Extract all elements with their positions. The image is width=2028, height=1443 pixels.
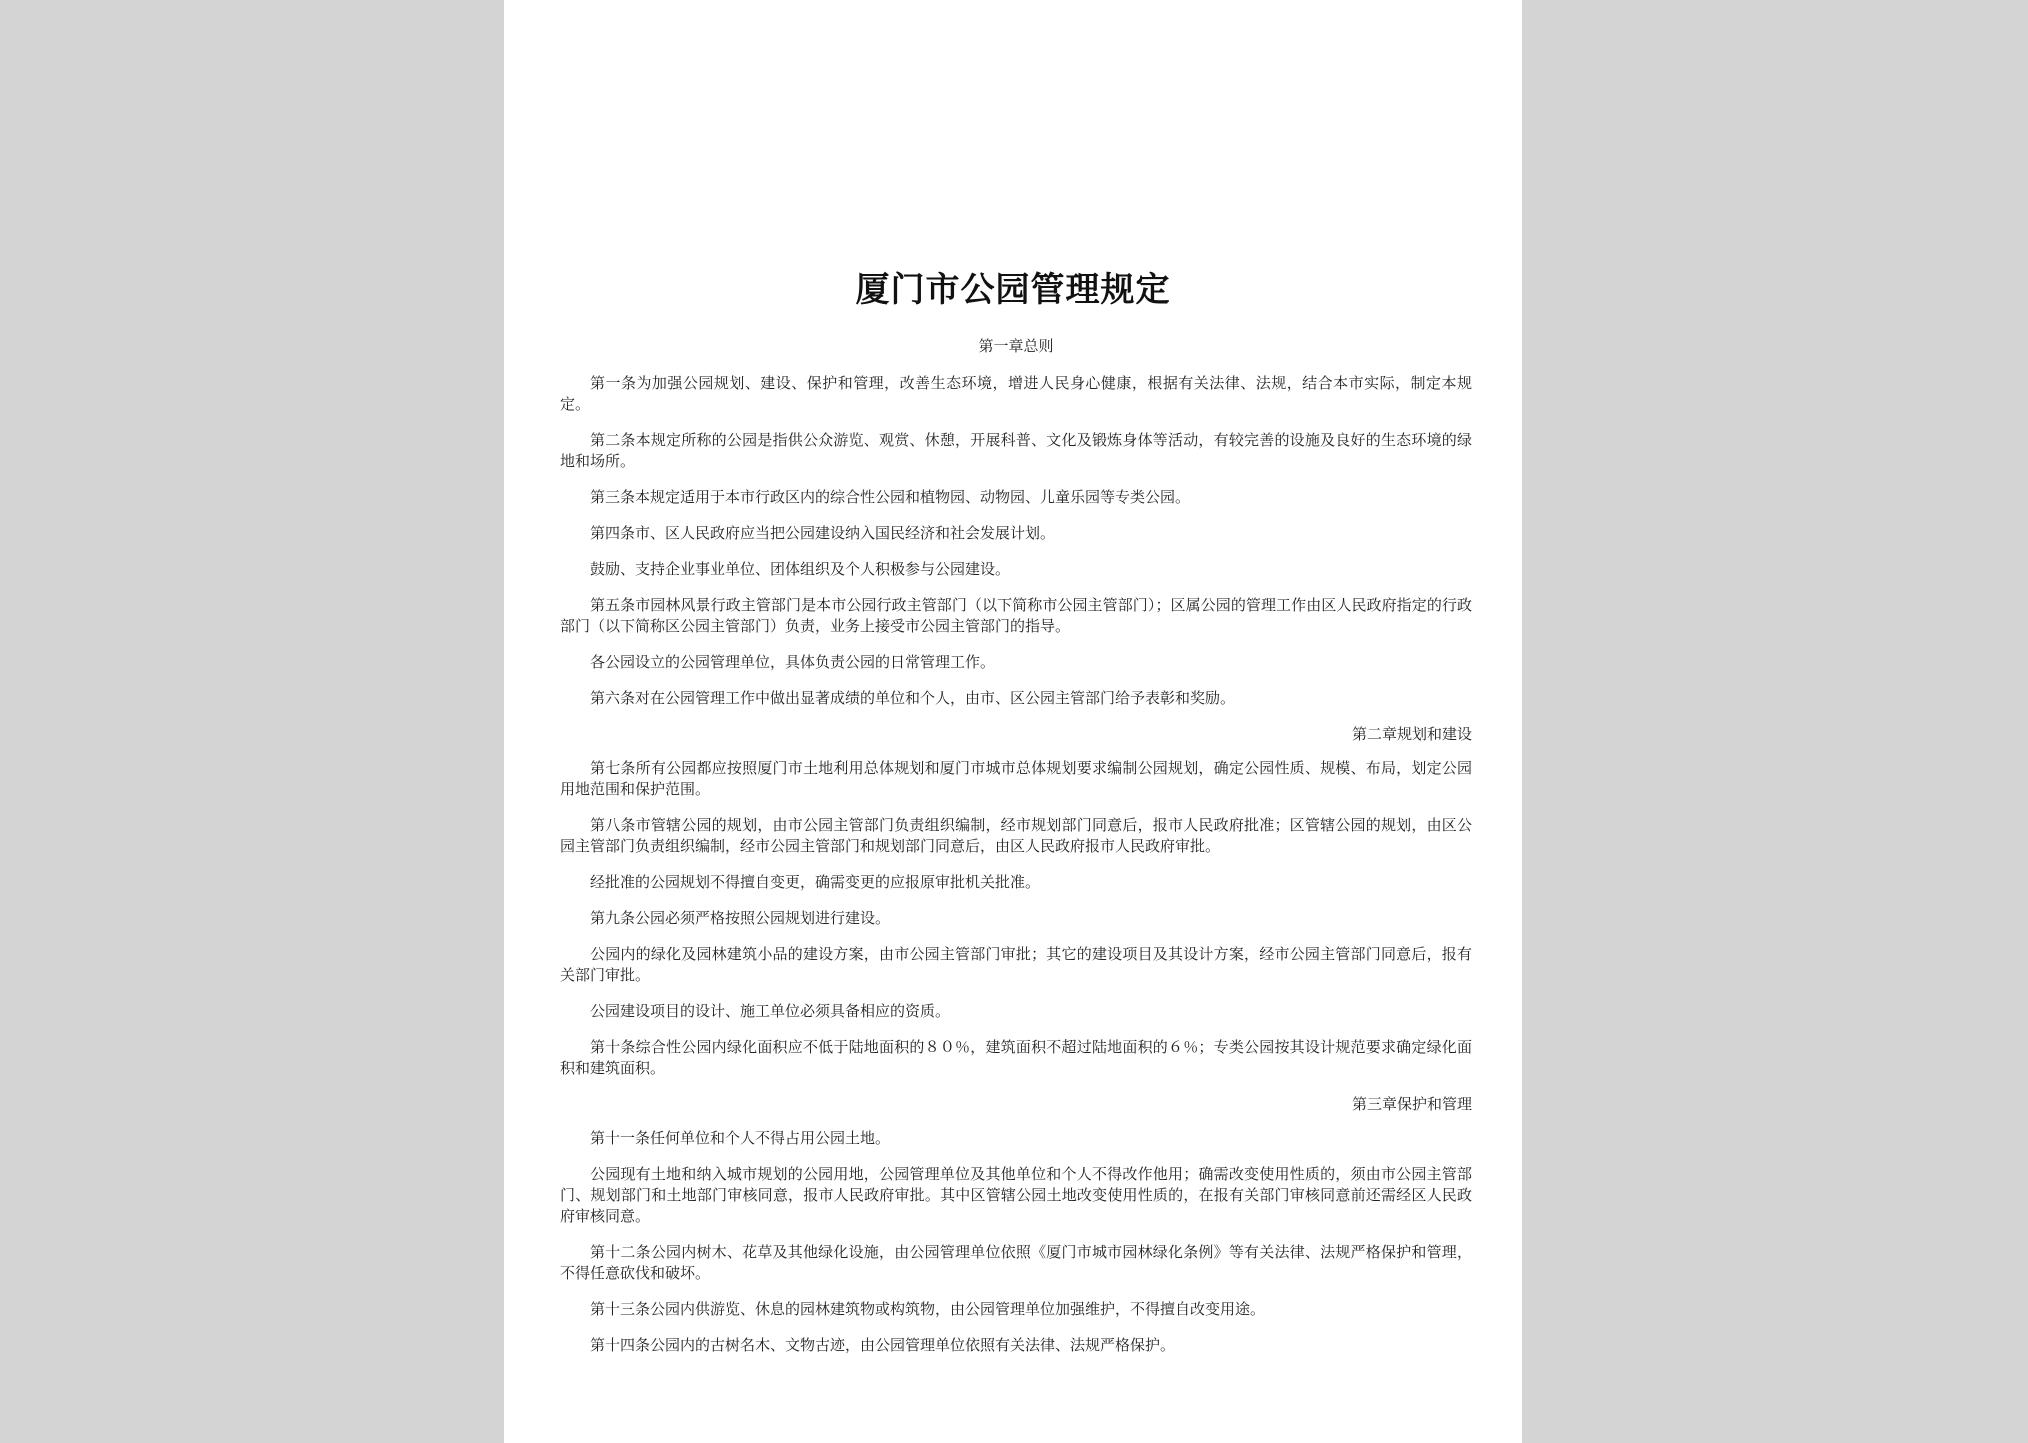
- paragraph: 经批准的公园规划不得擅自变更，确需变更的应报原审批机关批准。: [590, 873, 1041, 891]
- paragraph: 鼓励、支持企业事业单位、团体组织及个人积极参与公园建设。: [590, 560, 1011, 578]
- paragraph: 第六条对在公园管理工作中做出显著成绩的单位和个人，由市、区公园主管部门给予表彰和奖励。: [590, 689, 1236, 707]
- paragraph: 第四条市、区人民政府应当把公园建设纳入国民经济和社会发展计划。: [590, 524, 1056, 542]
- document-title: 厦门市公园管理规定: [855, 270, 1171, 310]
- paragraph: 第十四条公园内的古树名木、文物古迹，由公园管理单位依照有关法律、法规严格保护。: [590, 1336, 1176, 1354]
- paragraph: 第十三条公园内供游览、休息的园林建筑物或构筑物，由公园管理单位加强维护，不得擅自改变用途。: [590, 1300, 1266, 1318]
- chapter-heading: 第三章保护和管理: [1351, 1095, 1472, 1113]
- paragraph: 公园建设项目的设计、施工单位必须具备相应的资质。: [590, 1002, 951, 1020]
- paragraph: 第十二条公园内树木、花草及其他绿化设施，由公园管理单位依照《厦门市城市园林绿化条例》等有关法律、法规严格保护和管理，不得任意砍伐和破坏。: [560, 1243, 1472, 1282]
- paragraph: 第八条市管辖公园的规划，由市公园主管部门负责组织编制，经市规划部门同意后，报市人民政府批准；区管辖公园的规划，由区公园主管部门负责组织编制，经市公园主管部门和规划部门同意后，由区人民政府报市人民政府审批。: [560, 816, 1472, 855]
- chapter-heading: 第二章规划和建设: [1351, 725, 1472, 743]
- chapter-heading: 第一章总则: [978, 337, 1054, 355]
- paragraph: 第九条公园必须严格按照公园规划进行建设。: [590, 909, 891, 927]
- document-body: [560, 336, 1472, 1371]
- paragraph: 第十一条任何单位和个人不得占用公园土地。: [590, 1129, 891, 1147]
- paragraph: 公园现有土地和纳入城市规划的公园用地，公园管理单位及其他单位和个人不得改作他用；确需改变使用性质的，须由市公园主管部门、规划部门和土地部门审核同意，报市人民政府审批。其中区管辖公园土地改变使用性质的，在报有关部门审核同意前还需经区人民政府审核同意。: [560, 1165, 1472, 1225]
- paragraph: 第十条综合性公园内绿化面积应不低于陆地面积的８０％，建筑面积不超过陆地面积的６％；专类公园按其设计规范要求确定绿化面积和建筑面积。: [560, 1038, 1472, 1077]
- paragraph: 第三条本规定适用于本市行政区内的综合性公园和植物园、动物园、儿童乐园等专类公园。: [590, 488, 1191, 506]
- paragraph: 第一条为加强公园规划、建设、保护和管理，改善生态环境，增进人民身心健康，根据有关法律、法规，结合本市实际，制定本规定。: [560, 374, 1472, 413]
- document-page: [504, 0, 1522, 1443]
- paragraph: 第五条市园林风景行政主管部门是本市公园行政主管部门（以下简称市公园主管部门）；区属公园的管理工作由区人民政府指定的行政部门（以下简称区公园主管部门）负责，业务上接受市公园主管部门的指导。: [560, 596, 1472, 635]
- paragraph: 第二条本规定所称的公园是指供公众游览、观赏、休憩，开展科普、文化及锻炼身体等活动，有较完善的设施及良好的生态环境的绿地和场所。: [560, 431, 1472, 470]
- paragraph: 第七条所有公园都应按照厦门市土地利用总体规划和厦门市城市总体规划要求编制公园规划，确定公园性质、规模、布局，划定公园用地范围和保护范围。: [560, 759, 1472, 798]
- paragraph: 公园内的绿化及园林建筑小品的建设方案，由市公园主管部门审批；其它的建设项目及其设计方案，经市公园主管部门同意后，报有关部门审批。: [560, 945, 1472, 984]
- paragraph: 各公园设立的公园管理单位，具体负责公园的日常管理工作。: [590, 653, 996, 671]
